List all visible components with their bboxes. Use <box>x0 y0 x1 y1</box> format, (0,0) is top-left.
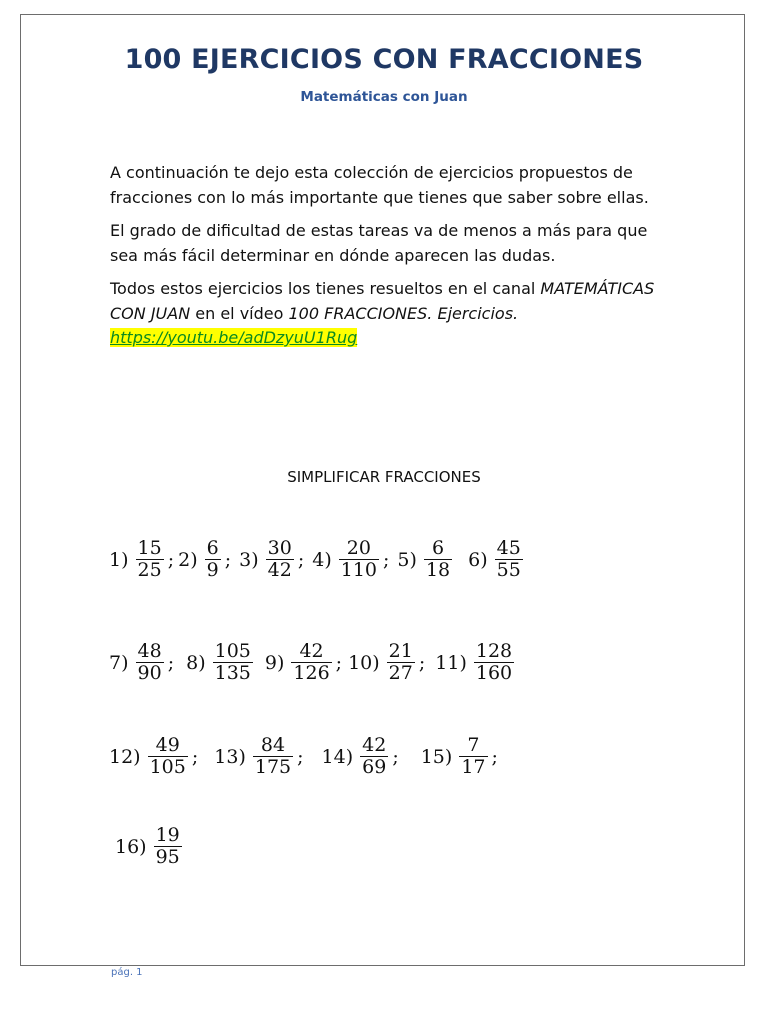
exercise-number: 5) <box>397 548 417 571</box>
denominator: 110 <box>340 559 378 581</box>
exercise-number: 6) <box>468 548 488 571</box>
separator: ; <box>224 548 232 571</box>
exercise-item <box>239 538 304 581</box>
exercise-item <box>435 641 516 684</box>
exercise-number: 4) <box>312 548 332 571</box>
channel-name: MATEMÁTICAS CON JUAN <box>110 279 655 323</box>
intro-paragraph-3-start: Todos estos ejercicios los tienes resueltos en el canal <box>110 279 536 298</box>
denominator: 25 <box>137 559 162 581</box>
numerator: 30 <box>267 537 292 559</box>
exercise-item <box>109 641 174 684</box>
fraction <box>337 538 381 581</box>
exercise-number: 15) <box>420 745 453 768</box>
separator: ; <box>418 651 426 674</box>
denominator: 95 <box>155 846 180 868</box>
denominator: 160 <box>475 662 513 684</box>
fraction <box>264 538 296 581</box>
numerator: 42 <box>362 734 387 756</box>
denominator: 69 <box>362 756 387 778</box>
exercise-number: 11) <box>435 651 467 674</box>
fraction <box>472 641 516 684</box>
numerator: 105 <box>214 640 251 662</box>
denominator: 175 <box>254 756 292 778</box>
denominator: 27 <box>388 662 413 684</box>
fraction <box>289 641 333 684</box>
section-title: SIMPLIFICAR FRACCIONES <box>287 468 481 486</box>
fraction <box>203 538 223 581</box>
denominator: 55 <box>496 559 521 581</box>
video-title: 100 FRACCIONES. Ejercicios. <box>288 303 519 323</box>
separator: ; <box>297 548 305 571</box>
separator: ; <box>167 651 175 674</box>
exercise-item <box>186 641 255 684</box>
exercise-number: 14) <box>321 745 354 768</box>
fraction <box>152 825 184 868</box>
exercise-item <box>322 735 399 778</box>
numerator: 49 <box>155 734 180 756</box>
fraction <box>385 641 417 684</box>
fraction <box>211 641 255 684</box>
denominator: 9 <box>206 559 219 581</box>
intro-paragraph-1: A continuación te dejo esta colección de ejercicios propuestos de fracciones con lo más importante que tienes que saber sobre ellas. <box>110 163 649 207</box>
numerator: 7 <box>467 734 480 756</box>
numerator: 48 <box>137 640 162 662</box>
exercise-item <box>397 538 454 581</box>
exercise-number: 1) <box>109 548 129 571</box>
exercise-item <box>109 735 198 778</box>
denominator: 126 <box>293 662 330 684</box>
separator: ; <box>491 745 498 768</box>
denominator: 18 <box>425 559 451 581</box>
numerator: 19 <box>155 824 180 846</box>
youtube-link[interactable]: https://youtu.be/adDzyuU1Rug <box>110 328 358 347</box>
exercise-number: 13) <box>214 745 246 768</box>
exercise-item <box>348 641 425 684</box>
denominator: 105 <box>149 756 186 778</box>
exercise-item <box>265 641 342 684</box>
denominator: 42 <box>267 559 292 581</box>
numerator: 21 <box>388 640 413 662</box>
numerator: 84 <box>260 734 286 756</box>
fraction <box>134 538 166 581</box>
fraction <box>134 641 166 684</box>
fraction <box>251 735 295 778</box>
exercise-number: 12) <box>109 745 141 768</box>
fraction <box>493 538 525 581</box>
document-subtitle: Matemáticas con Juan <box>300 89 468 105</box>
numerator: 6 <box>431 537 445 559</box>
numerator: 15 <box>137 537 162 559</box>
exercise-item <box>115 825 184 868</box>
exercise-number: 2) <box>178 548 198 571</box>
separator: ; <box>297 745 304 768</box>
exercise-item <box>178 538 231 581</box>
exercise-row-4 <box>115 825 184 868</box>
exercise-row-3 <box>109 735 498 778</box>
exercise-number: 10) <box>348 651 380 674</box>
numerator: 128 <box>475 640 513 662</box>
denominator: 135 <box>214 662 251 684</box>
numerator: 45 <box>496 537 521 559</box>
numerator: 20 <box>346 537 371 559</box>
intro-text <box>110 161 670 360</box>
separator: ; <box>167 548 175 571</box>
separator: ; <box>392 745 399 768</box>
exercise-number: 3) <box>239 548 259 571</box>
exercise-item <box>421 735 498 778</box>
fraction <box>358 735 390 778</box>
fraction <box>457 735 489 778</box>
exercise-item <box>214 735 303 778</box>
numerator: 6 <box>206 537 219 559</box>
denominator: 17 <box>461 756 486 778</box>
exercise-row-2 <box>109 641 516 684</box>
exercise-item <box>468 538 525 581</box>
page-number: pág. 1 <box>111 967 143 978</box>
fraction <box>146 735 190 778</box>
separator: ; <box>383 548 390 571</box>
intro-paragraph-2: El grado de dificultad de estas tareas va de menos a más para que sea más fácil determinar en dónde aparecen las dudas. <box>110 221 648 265</box>
exercise-row-1 <box>109 538 525 581</box>
page-border <box>20 14 745 966</box>
document-title: 100 EJERCICIOS CON FRACCIONES <box>124 44 644 75</box>
separator: ; <box>335 651 343 674</box>
exercise-number: 7) <box>109 651 129 674</box>
numerator: 42 <box>299 640 324 662</box>
exercise-number: 16) <box>115 835 147 858</box>
exercise-item <box>109 538 174 581</box>
separator: ; <box>191 745 199 768</box>
exercise-number: 8) <box>186 651 206 674</box>
exercise-number: 9) <box>264 651 285 674</box>
denominator: 90 <box>137 662 162 684</box>
fraction <box>422 538 454 581</box>
exercise-item <box>312 538 389 581</box>
intro-paragraph-3 <box>110 277 670 351</box>
intro-paragraph-3-middle: en el vídeo <box>190 303 289 323</box>
